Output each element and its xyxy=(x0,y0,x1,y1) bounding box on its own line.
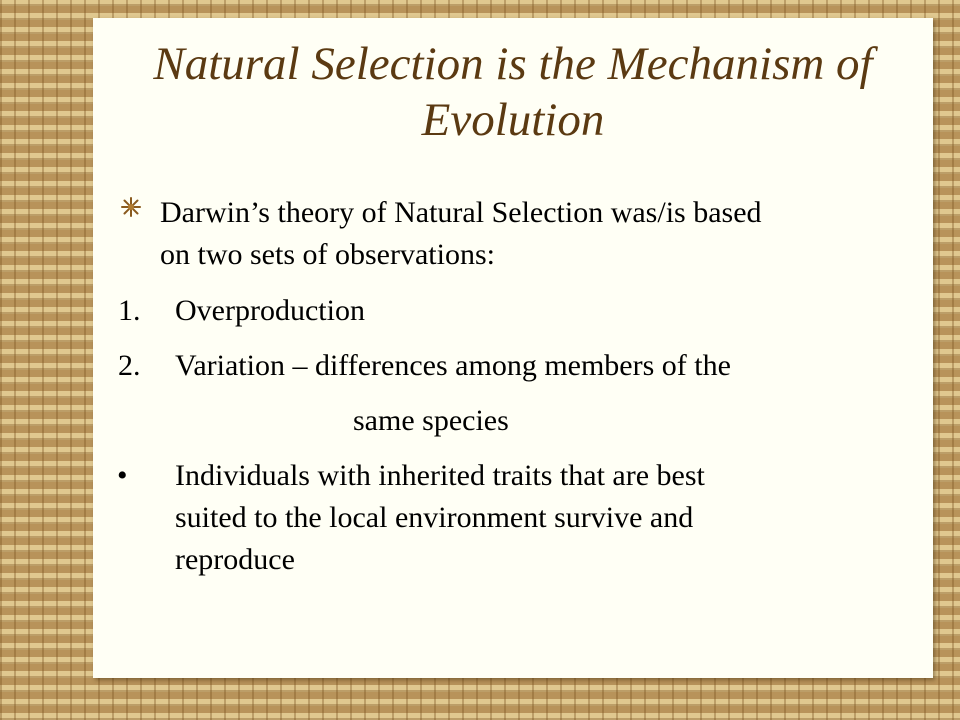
conclusion-line-2: suited to the local environment survive and xyxy=(175,501,694,534)
intro-line-2: on two sets of observations: xyxy=(160,238,495,271)
item-1-number: 1. xyxy=(118,294,141,327)
item-1-text: Overproduction xyxy=(175,294,365,327)
item-2-text: Variation – differences among members of the xyxy=(175,349,731,382)
star-bullet-icon xyxy=(121,197,141,217)
title-line-1: Natural Selection is the Mechanism of xyxy=(153,38,873,90)
slide-title xyxy=(93,36,933,148)
intro-line-1: Darwin’s theory of Natural Selection was/is based xyxy=(160,196,762,229)
conclusion-line-3: reproduce xyxy=(175,543,295,576)
round-bullet: • xyxy=(117,459,128,492)
title-line-2: Evolution xyxy=(421,94,605,146)
item-2-number: 2. xyxy=(118,349,141,382)
item-2-continuation: same species xyxy=(353,404,509,437)
conclusion-line-1: Individuals with inherited traits that are best xyxy=(175,459,705,492)
